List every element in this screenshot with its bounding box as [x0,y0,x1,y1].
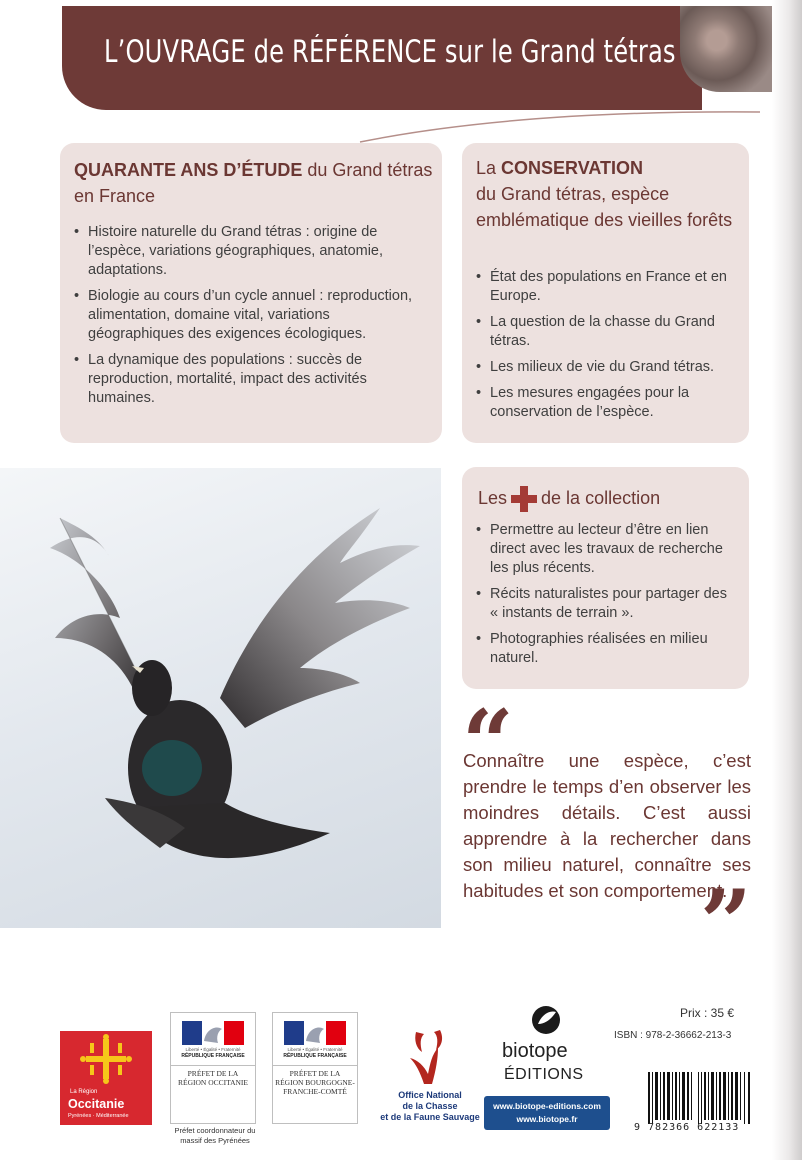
occitanie-name: Occitanie [68,1097,125,1111]
divider [273,1065,357,1066]
collection-box-title [478,485,738,512]
study-box [60,143,442,443]
list-item: • Permettre au lecteur d’être en lien direct avec les travaux de recherche les plus récents. [476,521,738,578]
conservation-box-title [476,155,746,233]
study-title-bold: QUARANTE ANS D’ÉTUDE [74,160,303,180]
barcode-digits: 9 782366 622133 [634,1122,740,1133]
price: Prix : 35 € [680,1006,735,1020]
marianne-icon [284,1021,346,1045]
collection-title-pre: Les [478,488,508,508]
conservation-title-pre: La [476,158,502,178]
page-edge [772,0,802,1160]
biotope-logo [484,1002,614,1132]
collection-list [476,521,738,675]
list-item: • La question de la chasse du Grand tétras. [476,313,738,351]
biotope-leaf-icon [484,1002,614,1038]
list-item: • Les mesures engagées pour la conservation de l’espèce. [476,384,738,422]
oncfs-text [380,1090,480,1123]
biotope-url-1[interactable]: www.biotope-editions.com [493,1101,601,1111]
study-title-rest: du Grand tétras en France [74,160,433,206]
list-item: • La dynamique des populations : succès de reproduction, mortalité, impact des activités humaines. [74,351,426,408]
oncfs-logo [380,1024,480,1130]
list-item: • Récits naturalistes pour partager des « instants de terrain ». [476,585,738,623]
barcode-icon [646,1072,754,1124]
list-item: • Histoire naturelle du Grand tétras : origine de l’espèce, variations géographiques, anatomie, adaptations. [74,223,426,280]
collection-box [462,467,749,689]
occitan-cross-icon [60,1031,152,1089]
occitanie-small: La Région [70,1089,98,1095]
biotope-word: biotope [502,1040,568,1062]
grouse-illustration [0,468,441,928]
marianne-icon [182,1021,244,1045]
biotope-url-2[interactable]: www.biotope.fr [516,1114,578,1124]
prefet-occitanie-logo [170,1012,256,1124]
list-item: • État des populations en France et en Europe. [476,268,738,306]
oncfs-line3: et de la Faune Sauvage [380,1112,480,1122]
conservation-title-rest: du Grand tétras, espèce emblématique des vieilles forêts [476,184,733,230]
conservation-box [462,143,749,443]
biotope-urls [484,1096,610,1130]
study-list [74,223,426,415]
divider [171,1065,255,1066]
title-banner [62,6,702,110]
open-quote-icon: “ [462,690,514,796]
list-item: • Biologie au cours d’un cycle annuel : reproduction, alimentation, domaine vital, variations géographiques des exigences écologiques. [74,287,426,344]
biotope-editions: ÉDITIONS [504,1066,584,1083]
rf-motto: Liberté • Égalité • Fraternité [287,1047,343,1052]
prefet-bfc-logo [272,1012,358,1124]
list-item: • Les milieux de vie du Grand tétras. [476,358,738,377]
prefet-text: PRÉFET DE LA RÉGION BOURGOGNE-FRANCHE-COMTÉ [275,1069,355,1096]
quote-text: Connaître une espèce, c’est prendre le temps d’en observer les moindres détails. C’est aussi apprendre à la rechercher dans son milieu naturel, connaître ses habitudes et son comportement. [463,750,751,901]
rf-motto: Liberté • Égalité • Fraternité [185,1047,241,1052]
prefet-note: Préfet coordonnateur du massif des Pyrénées [174,1126,256,1145]
deer-icon [380,1024,480,1090]
rf-label: RÉPUBLIQUE FRANÇAISE [283,1053,347,1059]
collection-title-post: de la collection [541,488,661,508]
study-box-title [74,157,434,209]
oncfs-line2: de la Chasse [402,1101,458,1111]
isbn: ISBN : 978-2-36662-213-3 [614,1030,732,1041]
occitanie-sub: Pyrénées · Méditerranée [68,1113,129,1119]
prefet-text: PRÉFET DE LA RÉGION OCCITANIE [177,1069,249,1087]
rf-label: RÉPUBLIQUE FRANÇAISE [181,1053,245,1059]
close-quote-icon: ” [700,870,752,976]
conservation-title-bold: CONSERVATION [501,158,644,178]
list-item: • Photographies réalisées en milieu naturel. [476,630,738,668]
conservation-list [476,268,738,429]
banner-title: L’OUVRAGE de RÉFÉRENCE sur le Grand tétras [104,34,676,70]
occitanie-logo [60,1031,152,1125]
oncfs-line1: Office National [398,1090,462,1100]
feather-thumbnail [680,6,772,92]
grouse-photo [0,468,441,928]
plus-icon [511,486,537,512]
